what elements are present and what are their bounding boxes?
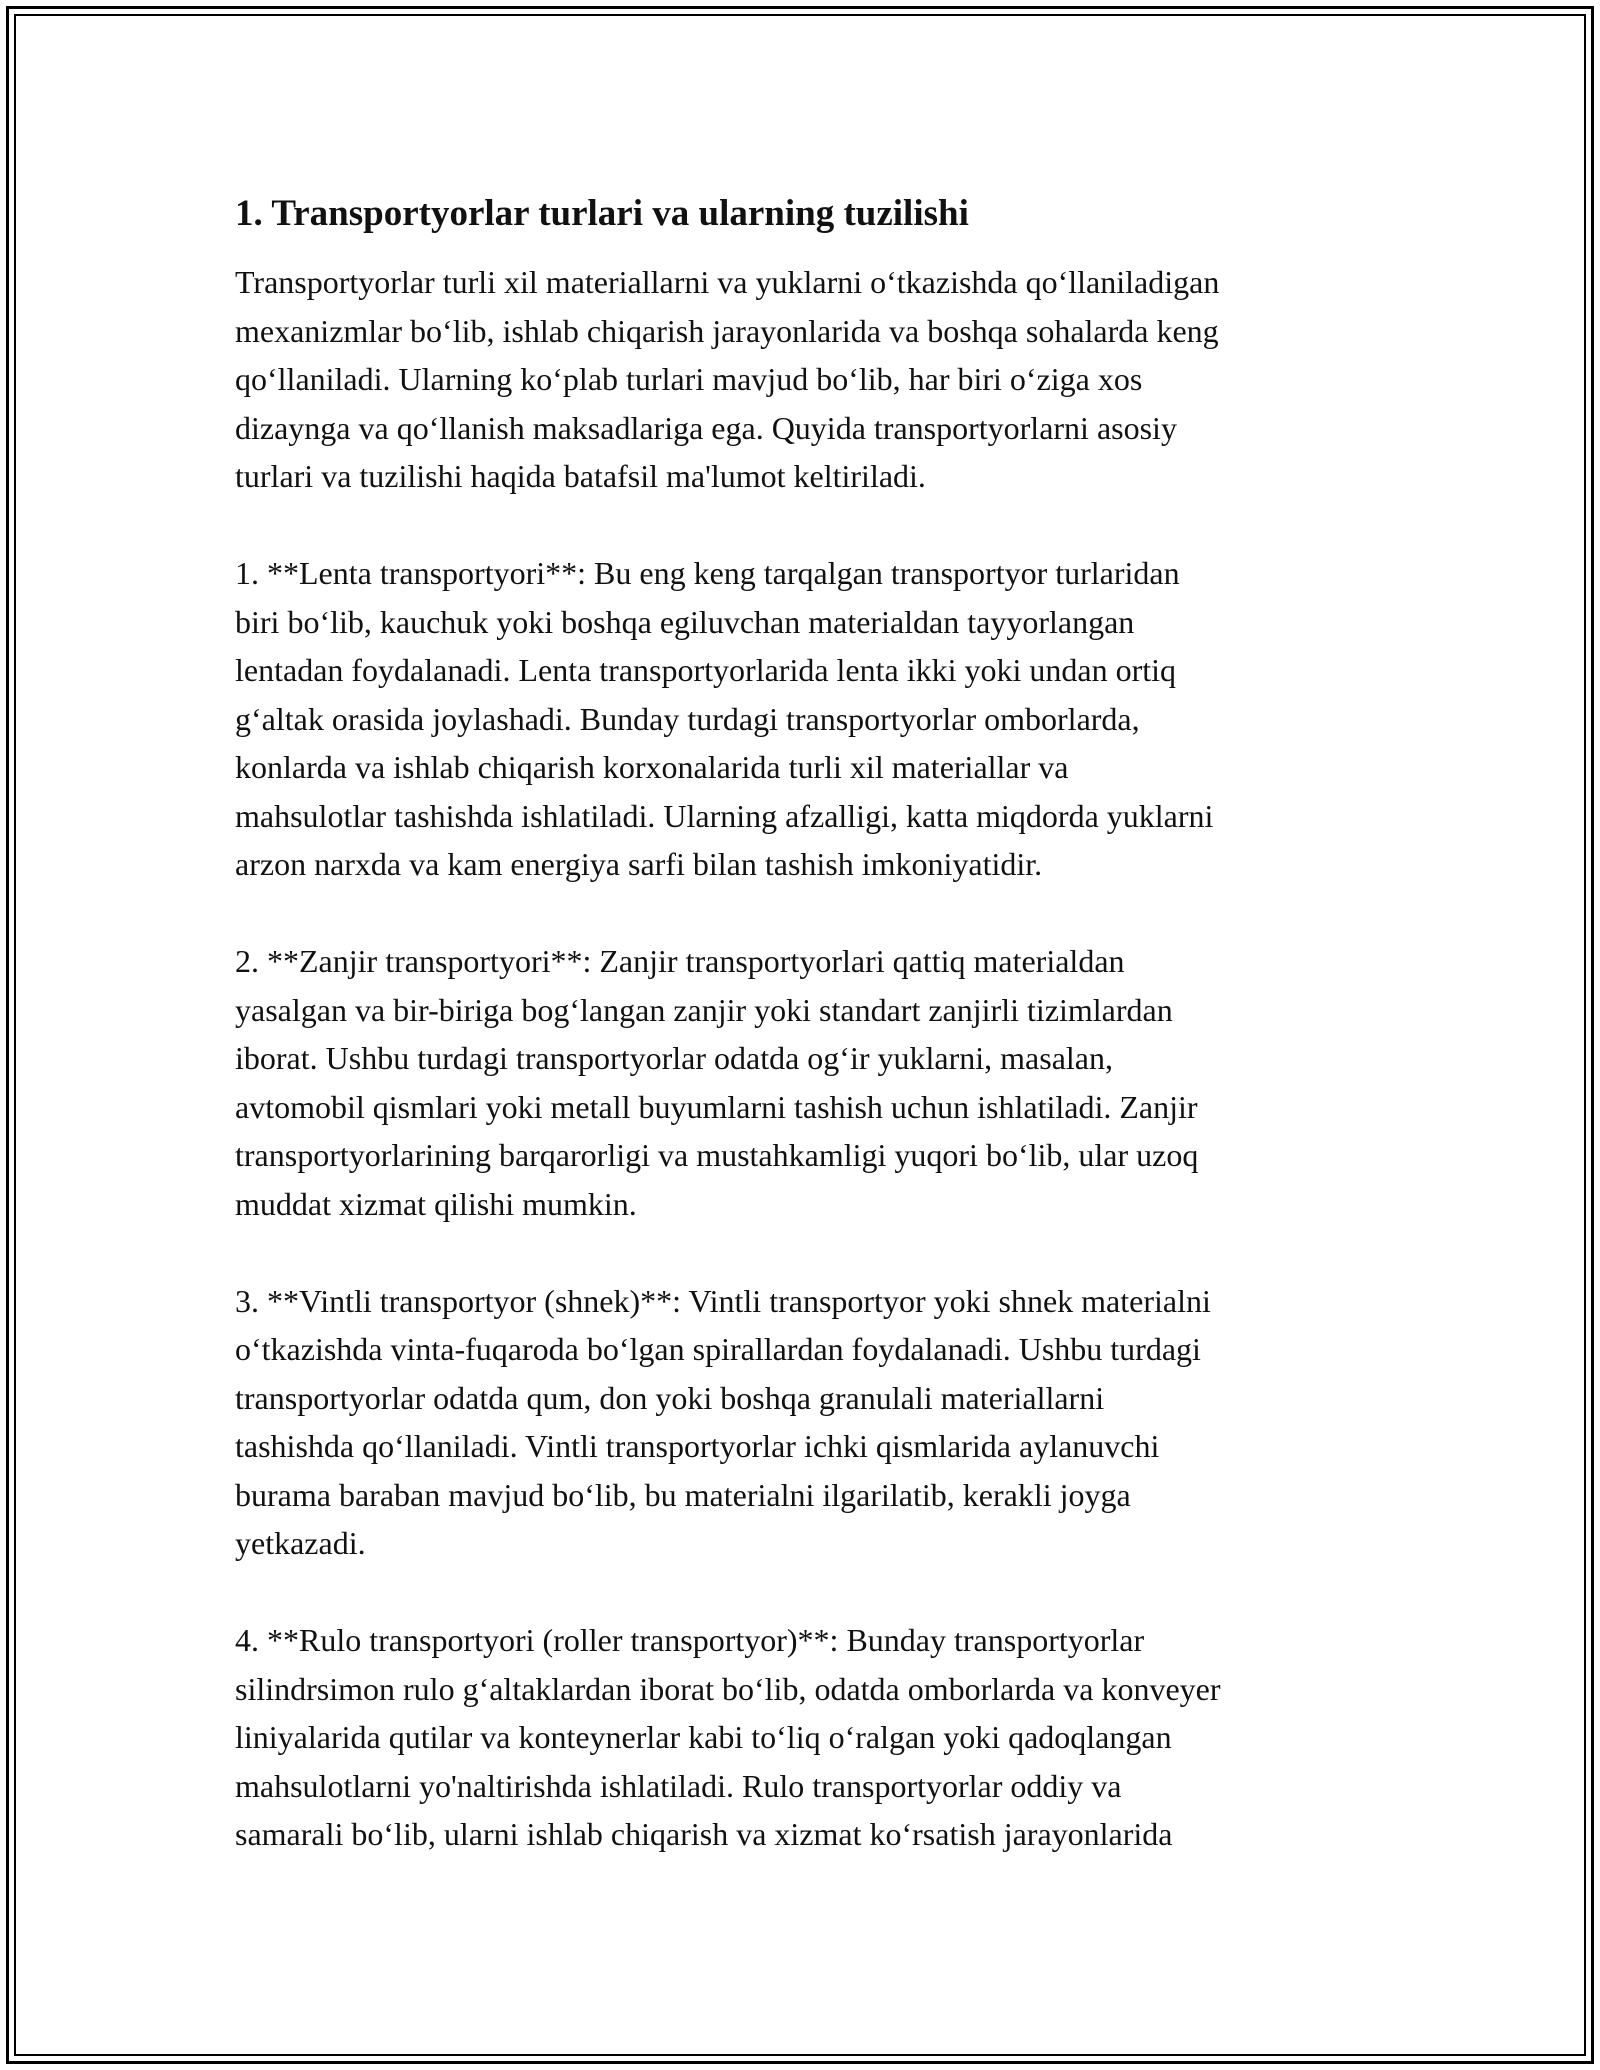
paragraph-zanjir-transportyori: 2. **Zanjir transportyori**: Zanjir transportyorlari qattiq materialdan yasalgan va bir-biriga bog‘langan zanjir yoki standart zanjirli tizimlardan iborat. Ushbu turdagi transportyorlar odatda og‘ir yuklarni, masalan, avtomobil qismlari yoki metall buyumlarni tashish uchun ishlatiladi. Zanjir transportyorlarining barqarorligi va mustahkamligi yuqori bo‘lib, ular uzoq muddat xizmat qilishi mumkin. bbox=[235, 943, 1199, 1222]
document-body bbox=[235, 190, 1385, 1907]
section-heading: 1. Transportyorlar turlari va ularning tuzilishi bbox=[235, 193, 969, 234]
paragraph-lenta-transportyori: 1. **Lenta transportyori**: Bu eng keng tarqalgan transportyor turlaridan biri bo‘lib, kauchuk yoki boshqa egiluvchan materialdan tayyorlangan lentadan foydalanadi. Lenta transportyorlarida lenta ikki yoki undan ortiq g‘altak orasida joylashadi. Bunday turdagi transportyorlar omborlarda, konlarda va ishlab chiqarish korxonalarida turli xil materiallar va mahsulotlar tashishda ishlatiladi. Ularning afzalligi, katta miqdorda yuklarni arzon narxda va kam energiya sarfi bilan tashish imkoniyatidir. bbox=[235, 555, 1214, 882]
paragraph-rulo-transportyori: 4. **Rulo transportyori (roller transportyor)**: Bunday transportyorlar silindrsimon rulo g‘altaklardan iborat bo‘lib, odatda omborlarda va konveyer liniyalarida qutilar va konteynerlar kabi to‘liq o‘ralgan yoki qadoqlangan mahsulotlarni yo'naltirishda ishlatiladi. Rulo transportyorlar oddiy va samarali bo‘lib, ularni ishlab chiqarish va xizmat ko‘rsatish jarayonlarida bbox=[235, 1622, 1221, 1852]
intro-paragraph: Transportyorlar turli xil materiallarni va yuklarni o‘tkazishda qo‘llaniladigan mexanizmlar bo‘lib, ishlab chiqarish jarayonlarida va boshqa sohalarda keng qo‘llaniladi. Ularning ko‘plab turlari mavjud bo‘lib, har biri o‘ziga xos dizaynga va qo‘llanish maksadlariga ega. Quyida transportyorlarni asosiy turlari va tuzilishi haqida batafsil ma'lumot keltiriladi. bbox=[235, 264, 1220, 494]
paragraph-vintli-transportyor: 3. **Vintli transportyor (shnek)**: Vintli transportyor yoki shnek materialni o‘tkazishda vinta-fuqaroda bo‘lgan spirallardan foydalanadi. Ushbu turdagi transportyorlar odatda qum, don yoki boshqa granulali materiallarni tashishda qo‘llaniladi. Vintli transportyorlar ichki qismlarida aylanuvchi burama baraban mavjud bo‘lib, bu materialni ilgarilatib, kerakli joyga yetkazadi. bbox=[235, 1282, 1211, 1561]
